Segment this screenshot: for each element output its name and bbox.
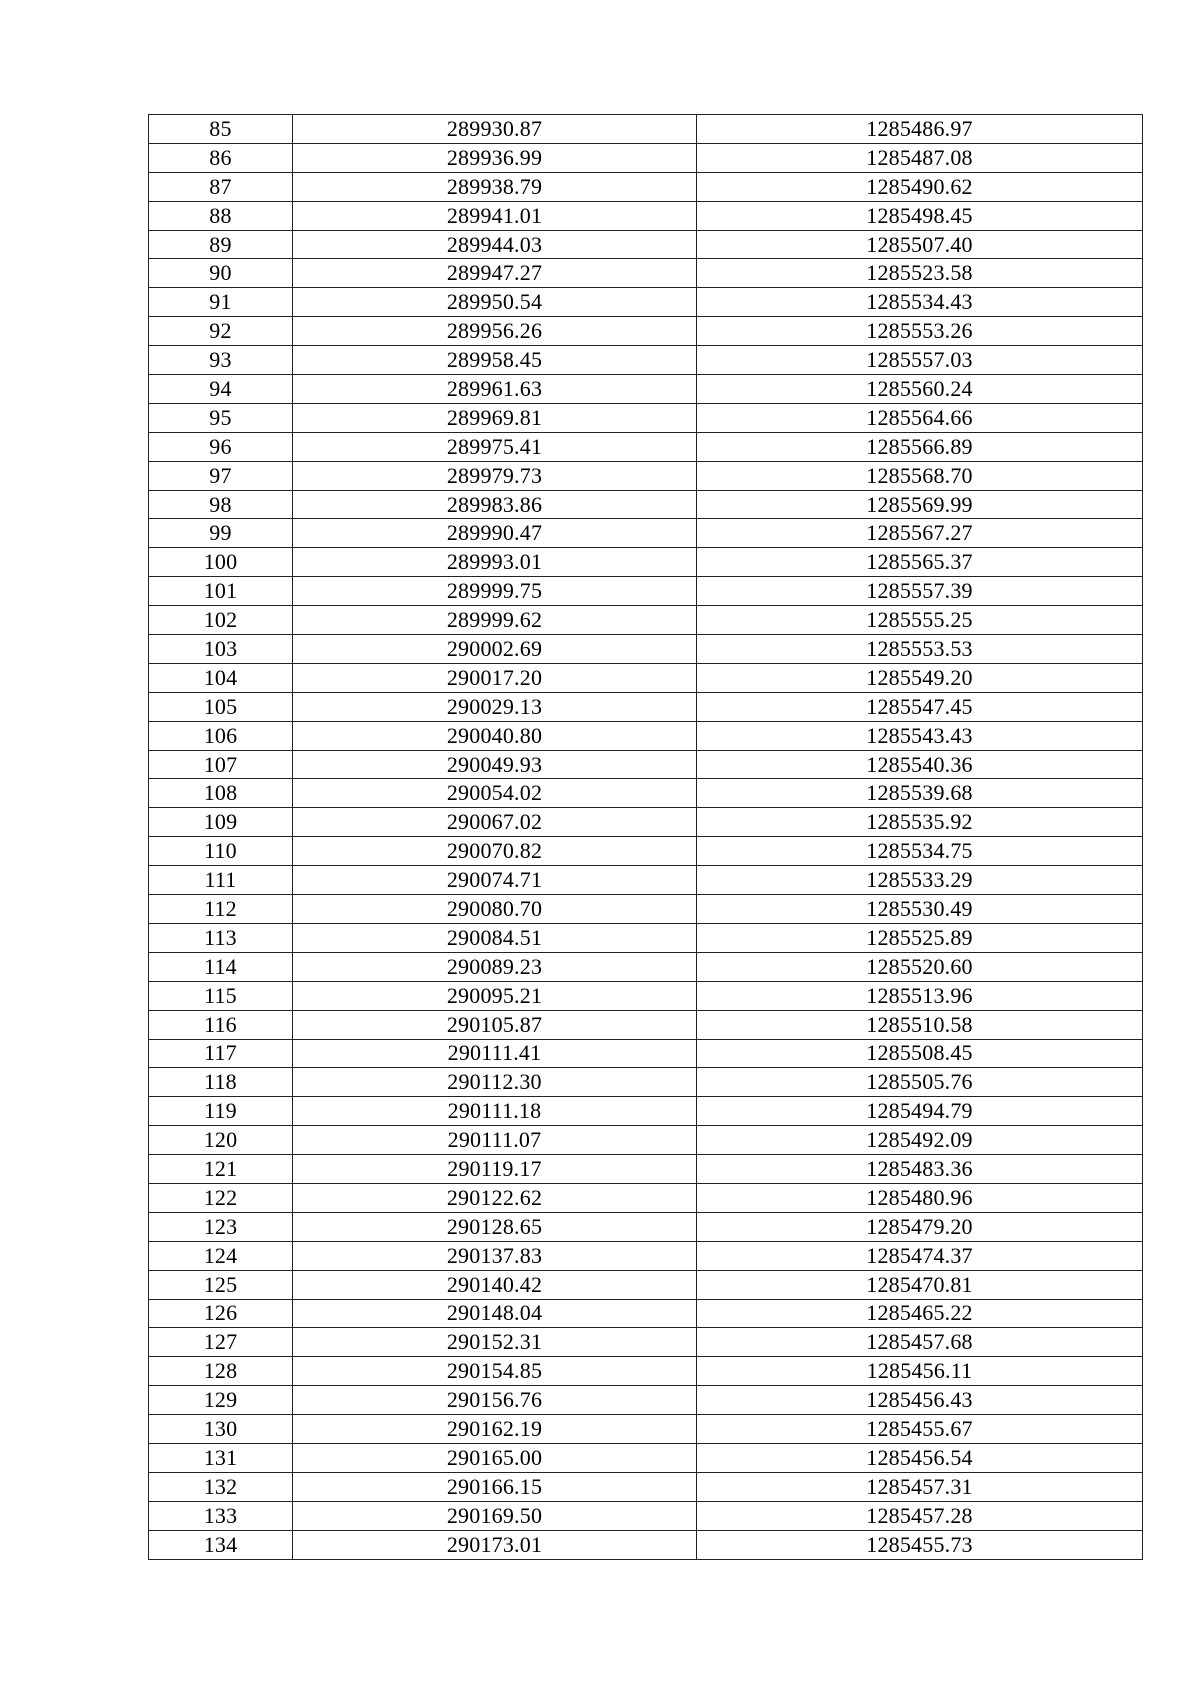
y-coordinate-cell: 1285507.40 xyxy=(697,230,1143,259)
point-number-cell: 124 xyxy=(149,1241,293,1270)
table-row xyxy=(149,1472,1143,1501)
point-number-cell: 91 xyxy=(149,288,293,317)
y-coordinate-cell: 1285560.24 xyxy=(697,375,1143,404)
table-row xyxy=(149,606,1143,635)
point-number-cell: 117 xyxy=(149,1039,293,1068)
point-number-cell: 114 xyxy=(149,952,293,981)
y-coordinate-cell: 1285474.37 xyxy=(697,1241,1143,1270)
y-coordinate-cell: 1285557.39 xyxy=(697,577,1143,606)
table-row xyxy=(149,461,1143,490)
table-row xyxy=(149,288,1143,317)
table-row xyxy=(149,721,1143,750)
table-row xyxy=(149,895,1143,924)
y-coordinate-cell: 1285456.11 xyxy=(697,1357,1143,1386)
x-coordinate-cell: 290074.71 xyxy=(293,866,697,895)
table-row xyxy=(149,1068,1143,1097)
table-row xyxy=(149,1212,1143,1241)
x-coordinate-cell: 289936.99 xyxy=(293,143,697,172)
x-coordinate-cell: 290089.23 xyxy=(293,952,697,981)
y-coordinate-cell: 1285523.58 xyxy=(697,259,1143,288)
x-coordinate-cell: 290067.02 xyxy=(293,808,697,837)
y-coordinate-cell: 1285557.03 xyxy=(697,346,1143,375)
x-coordinate-cell: 290119.17 xyxy=(293,1155,697,1184)
point-number-cell: 113 xyxy=(149,923,293,952)
table-row xyxy=(149,750,1143,779)
table-row xyxy=(149,375,1143,404)
point-number-cell: 86 xyxy=(149,143,293,172)
x-coordinate-cell: 289941.01 xyxy=(293,201,697,230)
point-number-cell: 92 xyxy=(149,317,293,346)
x-coordinate-cell: 290040.80 xyxy=(293,721,697,750)
y-coordinate-cell: 1285456.43 xyxy=(697,1386,1143,1415)
point-number-cell: 89 xyxy=(149,230,293,259)
point-number-cell: 133 xyxy=(149,1501,293,1530)
point-number-cell: 132 xyxy=(149,1472,293,1501)
point-number-cell: 88 xyxy=(149,201,293,230)
point-number-cell: 120 xyxy=(149,1126,293,1155)
point-number-cell: 128 xyxy=(149,1357,293,1386)
x-coordinate-cell: 290165.00 xyxy=(293,1443,697,1472)
x-coordinate-cell: 289969.81 xyxy=(293,403,697,432)
table-row xyxy=(149,1097,1143,1126)
y-coordinate-cell: 1285505.76 xyxy=(697,1068,1143,1097)
x-coordinate-cell: 289947.27 xyxy=(293,259,697,288)
x-coordinate-cell: 290105.87 xyxy=(293,1010,697,1039)
table-row xyxy=(149,230,1143,259)
table-row xyxy=(149,952,1143,981)
point-number-cell: 98 xyxy=(149,490,293,519)
y-coordinate-cell: 1285494.79 xyxy=(697,1097,1143,1126)
point-number-cell: 112 xyxy=(149,895,293,924)
y-coordinate-cell: 1285567.27 xyxy=(697,519,1143,548)
point-number-cell: 90 xyxy=(149,259,293,288)
y-coordinate-cell: 1285457.68 xyxy=(697,1328,1143,1357)
table-row xyxy=(149,1415,1143,1444)
x-coordinate-cell: 290111.18 xyxy=(293,1097,697,1126)
point-number-cell: 130 xyxy=(149,1415,293,1444)
point-number-cell: 100 xyxy=(149,548,293,577)
table-row xyxy=(149,1010,1143,1039)
table-row xyxy=(149,923,1143,952)
table-row xyxy=(149,490,1143,519)
x-coordinate-cell: 290049.93 xyxy=(293,750,697,779)
y-coordinate-cell: 1285555.25 xyxy=(697,606,1143,635)
x-coordinate-cell: 290017.20 xyxy=(293,663,697,692)
point-number-cell: 115 xyxy=(149,981,293,1010)
y-coordinate-cell: 1285508.45 xyxy=(697,1039,1143,1068)
table-row xyxy=(149,663,1143,692)
y-coordinate-cell: 1285480.96 xyxy=(697,1183,1143,1212)
table-row xyxy=(149,259,1143,288)
point-number-cell: 108 xyxy=(149,779,293,808)
y-coordinate-cell: 1285498.45 xyxy=(697,201,1143,230)
x-coordinate-cell: 290154.85 xyxy=(293,1357,697,1386)
table-row xyxy=(149,1328,1143,1357)
x-coordinate-cell: 290084.51 xyxy=(293,923,697,952)
y-coordinate-cell: 1285456.54 xyxy=(697,1443,1143,1472)
point-number-cell: 85 xyxy=(149,115,293,144)
table-row xyxy=(149,635,1143,664)
x-coordinate-cell: 290148.04 xyxy=(293,1299,697,1328)
x-coordinate-cell: 289993.01 xyxy=(293,548,697,577)
x-coordinate-cell: 290112.30 xyxy=(293,1068,697,1097)
x-coordinate-cell: 290162.19 xyxy=(293,1415,697,1444)
point-number-cell: 87 xyxy=(149,172,293,201)
x-coordinate-cell: 289983.86 xyxy=(293,490,697,519)
x-coordinate-cell: 290140.42 xyxy=(293,1270,697,1299)
x-coordinate-cell: 289944.03 xyxy=(293,230,697,259)
point-number-cell: 116 xyxy=(149,1010,293,1039)
table-row xyxy=(149,1530,1143,1559)
y-coordinate-cell: 1285565.37 xyxy=(697,548,1143,577)
coordinate-table xyxy=(148,114,1143,1560)
x-coordinate-cell: 289999.62 xyxy=(293,606,697,635)
table-row xyxy=(149,577,1143,606)
y-coordinate-cell: 1285520.60 xyxy=(697,952,1143,981)
x-coordinate-cell: 290111.41 xyxy=(293,1039,697,1068)
y-coordinate-cell: 1285566.89 xyxy=(697,432,1143,461)
x-coordinate-cell: 290173.01 xyxy=(293,1530,697,1559)
x-coordinate-cell: 290029.13 xyxy=(293,692,697,721)
point-number-cell: 97 xyxy=(149,461,293,490)
table-row xyxy=(149,1039,1143,1068)
point-number-cell: 93 xyxy=(149,346,293,375)
table-row xyxy=(149,779,1143,808)
y-coordinate-cell: 1285479.20 xyxy=(697,1212,1143,1241)
table-row xyxy=(149,808,1143,837)
y-coordinate-cell: 1285568.70 xyxy=(697,461,1143,490)
table-row xyxy=(149,1443,1143,1472)
point-number-cell: 121 xyxy=(149,1155,293,1184)
table-row xyxy=(149,1155,1143,1184)
y-coordinate-cell: 1285553.26 xyxy=(697,317,1143,346)
x-coordinate-cell: 290002.69 xyxy=(293,635,697,664)
point-number-cell: 102 xyxy=(149,606,293,635)
y-coordinate-cell: 1285455.67 xyxy=(697,1415,1143,1444)
x-coordinate-cell: 290070.82 xyxy=(293,837,697,866)
y-coordinate-cell: 1285487.08 xyxy=(697,143,1143,172)
x-coordinate-cell: 289938.79 xyxy=(293,172,697,201)
y-coordinate-cell: 1285490.62 xyxy=(697,172,1143,201)
point-number-cell: 103 xyxy=(149,635,293,664)
y-coordinate-cell: 1285470.81 xyxy=(697,1270,1143,1299)
y-coordinate-cell: 1285510.58 xyxy=(697,1010,1143,1039)
point-number-cell: 131 xyxy=(149,1443,293,1472)
point-number-cell: 106 xyxy=(149,721,293,750)
x-coordinate-cell: 289961.63 xyxy=(293,375,697,404)
x-coordinate-cell: 290156.76 xyxy=(293,1386,697,1415)
point-number-cell: 95 xyxy=(149,403,293,432)
point-number-cell: 119 xyxy=(149,1097,293,1126)
table-row xyxy=(149,1241,1143,1270)
y-coordinate-cell: 1285533.29 xyxy=(697,866,1143,895)
y-coordinate-cell: 1285457.28 xyxy=(697,1501,1143,1530)
table-row xyxy=(149,1501,1143,1530)
x-coordinate-cell: 290152.31 xyxy=(293,1328,697,1357)
x-coordinate-cell: 289930.87 xyxy=(293,115,697,144)
x-coordinate-cell: 289990.47 xyxy=(293,519,697,548)
point-number-cell: 99 xyxy=(149,519,293,548)
y-coordinate-cell: 1285486.97 xyxy=(697,115,1143,144)
table-row xyxy=(149,1270,1143,1299)
y-coordinate-cell: 1285492.09 xyxy=(697,1126,1143,1155)
y-coordinate-cell: 1285483.36 xyxy=(697,1155,1143,1184)
table-row xyxy=(149,1299,1143,1328)
y-coordinate-cell: 1285457.31 xyxy=(697,1472,1143,1501)
table-row xyxy=(149,1126,1143,1155)
point-number-cell: 111 xyxy=(149,866,293,895)
y-coordinate-cell: 1285455.73 xyxy=(697,1530,1143,1559)
y-coordinate-cell: 1285564.66 xyxy=(697,403,1143,432)
x-coordinate-cell: 289958.45 xyxy=(293,346,697,375)
point-number-cell: 126 xyxy=(149,1299,293,1328)
point-number-cell: 104 xyxy=(149,663,293,692)
table-row xyxy=(149,143,1143,172)
y-coordinate-cell: 1285535.92 xyxy=(697,808,1143,837)
x-coordinate-cell: 290137.83 xyxy=(293,1241,697,1270)
point-number-cell: 122 xyxy=(149,1183,293,1212)
point-number-cell: 127 xyxy=(149,1328,293,1357)
table-row xyxy=(149,692,1143,721)
table-row xyxy=(149,1183,1143,1212)
table-row xyxy=(149,1386,1143,1415)
y-coordinate-cell: 1285534.43 xyxy=(697,288,1143,317)
table-row xyxy=(149,837,1143,866)
x-coordinate-cell: 290111.07 xyxy=(293,1126,697,1155)
x-coordinate-cell: 290166.15 xyxy=(293,1472,697,1501)
x-coordinate-cell: 290054.02 xyxy=(293,779,697,808)
y-coordinate-cell: 1285549.20 xyxy=(697,663,1143,692)
point-number-cell: 101 xyxy=(149,577,293,606)
point-number-cell: 110 xyxy=(149,837,293,866)
table-row xyxy=(149,432,1143,461)
coordinate-table-body xyxy=(149,115,1143,1560)
point-number-cell: 105 xyxy=(149,692,293,721)
table-row xyxy=(149,317,1143,346)
x-coordinate-cell: 289999.75 xyxy=(293,577,697,606)
point-number-cell: 134 xyxy=(149,1530,293,1559)
y-coordinate-cell: 1285543.43 xyxy=(697,721,1143,750)
table-row xyxy=(149,172,1143,201)
y-coordinate-cell: 1285539.68 xyxy=(697,779,1143,808)
table-row xyxy=(149,115,1143,144)
table-row xyxy=(149,201,1143,230)
point-number-cell: 125 xyxy=(149,1270,293,1299)
x-coordinate-cell: 289975.41 xyxy=(293,432,697,461)
point-number-cell: 107 xyxy=(149,750,293,779)
y-coordinate-cell: 1285569.99 xyxy=(697,490,1143,519)
y-coordinate-cell: 1285513.96 xyxy=(697,981,1143,1010)
y-coordinate-cell: 1285553.53 xyxy=(697,635,1143,664)
table-row xyxy=(149,1357,1143,1386)
table-row xyxy=(149,866,1143,895)
point-number-cell: 118 xyxy=(149,1068,293,1097)
x-coordinate-cell: 289956.26 xyxy=(293,317,697,346)
point-number-cell: 94 xyxy=(149,375,293,404)
point-number-cell: 96 xyxy=(149,432,293,461)
x-coordinate-cell: 290128.65 xyxy=(293,1212,697,1241)
y-coordinate-cell: 1285530.49 xyxy=(697,895,1143,924)
table-row xyxy=(149,981,1143,1010)
y-coordinate-cell: 1285534.75 xyxy=(697,837,1143,866)
y-coordinate-cell: 1285465.22 xyxy=(697,1299,1143,1328)
x-coordinate-cell: 289979.73 xyxy=(293,461,697,490)
x-coordinate-cell: 290169.50 xyxy=(293,1501,697,1530)
point-number-cell: 109 xyxy=(149,808,293,837)
table-row xyxy=(149,403,1143,432)
y-coordinate-cell: 1285525.89 xyxy=(697,923,1143,952)
x-coordinate-cell: 289950.54 xyxy=(293,288,697,317)
y-coordinate-cell: 1285540.36 xyxy=(697,750,1143,779)
y-coordinate-cell: 1285547.45 xyxy=(697,692,1143,721)
x-coordinate-cell: 290080.70 xyxy=(293,895,697,924)
x-coordinate-cell: 290122.62 xyxy=(293,1183,697,1212)
table-row xyxy=(149,519,1143,548)
table-row xyxy=(149,548,1143,577)
point-number-cell: 129 xyxy=(149,1386,293,1415)
x-coordinate-cell: 290095.21 xyxy=(293,981,697,1010)
point-number-cell: 123 xyxy=(149,1212,293,1241)
table-row xyxy=(149,346,1143,375)
